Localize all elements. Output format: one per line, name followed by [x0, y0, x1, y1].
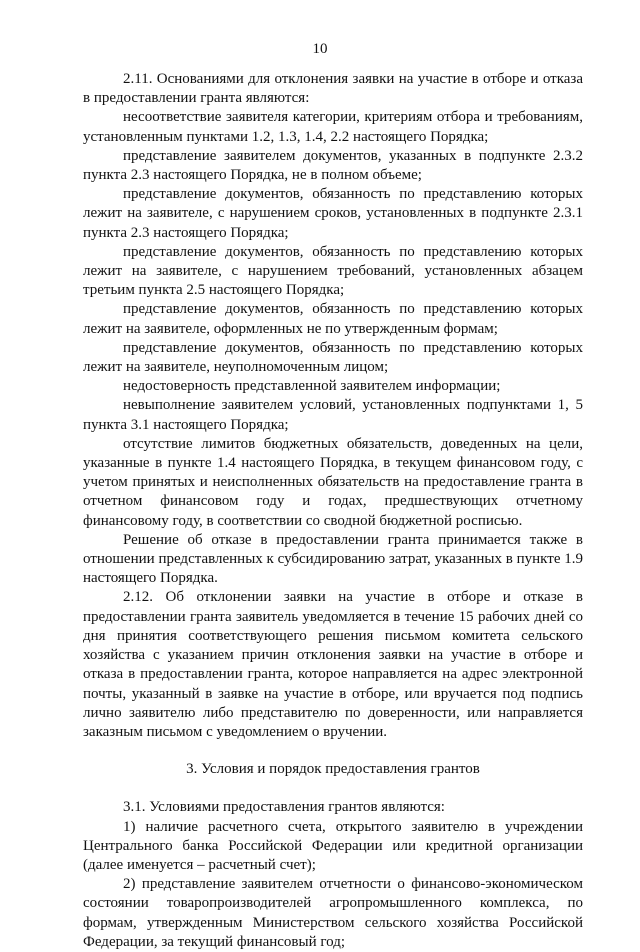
paragraph-list-item: недостоверность представленной заявителем информации;: [123, 378, 501, 395]
paragraph-refusal-decision: Решение об отказе в предоставлении гранта принимается также в отношении представленных к субсидированию затрат, указанных в пункте 1.9 настоящего Порядка.: [83, 531, 583, 587]
paragraph-list-item: представление заявителем документов, указанных в подпункте 2.3.2 пункта 2.3 настоящего Порядка, не в полном объеме;: [83, 147, 583, 184]
paragraph-list-item: представление документов, обязанность по представлению которых лежит на заявителе, оформленных не по утвержденным формам;: [83, 301, 583, 337]
paragraph-list-item: представление документов, обязанность по представлению которых лежит на заявителе, неуполномоченным лицом;: [83, 339, 583, 376]
paragraph-list-item: отсутствие лимитов бюджетных обязательств, доведенных на цели, указанные в пункте 1.4 настоящего Порядка, в текущем финансовом году, с учетом принятых и неисполненных обязательств на предоставление гранта в отчетном финансовом году и годах, предшествующих отчетному финансовому году, в соответствии со сводной бюджетной росписью.: [83, 435, 583, 529]
document-body: [83, 70, 583, 952]
paragraph-list-item: несоответствие заявителя категории, критериям отбора и требованиям, установленным пунктами 1.2, 1.3, 1.4, 2.2 настоящего Порядка;: [83, 109, 583, 145]
paragraph-condition-1: 1) наличие расчетного счета, открытого заявителю в учреждении Центрального банка Российской Федерации или кредитной организации (далее именуется – расчетный счет);: [83, 818, 583, 873]
paragraph-3-1: 3.1. Условиями предоставления грантов являются:: [123, 799, 445, 816]
paragraph-list-item: представление документов, обязанность по представлению которых лежит на заявителе, с нарушением сроков, установленных в подпункте 2.3.1 пункта 2.3 настоящего Порядка;: [83, 186, 583, 241]
section-heading: 3. Условия и порядок предоставления грантов: [186, 761, 480, 778]
page-number: 10: [312, 41, 328, 57]
paragraph-2-12: 2.12. Об отклонении заявки на участие в отборе и отказе в предоставлении гранта заявитель уведомляется в течение 15 рабочих дней со дня принятия соответствующего решения письмом комитета сельского хозяйства с указанием причин отклонения заявки на участие в отборе и отказа в предоставлении гранта, которое направляется на адрес электронной почты, указанный в заявке на участие в отборе, или вручается под подпись лично заявителю либо представителю по доверенности, или направляется заказным письмом с уведомлением о вручении.: [83, 589, 583, 740]
paragraph-list-item: представление документов, обязанность по представлению которых лежит на заявителе, с нарушением требований, установленных абзацем третьим пункта 2.5 настоящего Порядка;: [83, 243, 583, 299]
paragraph-2-11: 2.11. Основаниями для отклонения заявки на участие в отборе и отказа в предоставлении гранта являются:: [83, 71, 583, 107]
paragraph-list-item: невыполнение заявителем условий, установленных подпунктами 1, 5 пункта 3.1 настоящего Порядка;: [83, 397, 583, 433]
paragraph-condition-2: 2) представление заявителем отчетности о финансово-экономическом состоянии товаропроизводителей агропромышленного комплекса, по формам, утвержденным Министерством сельского хозяйства Российской Федерации, за текущий финансовый год;: [83, 876, 583, 950]
